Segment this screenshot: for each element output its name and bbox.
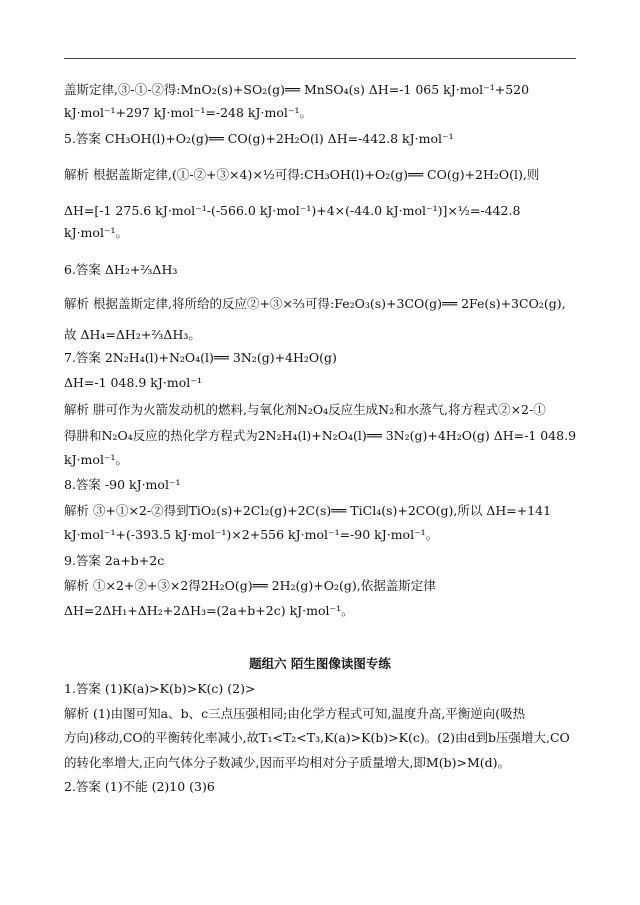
answer-7: 7.答案 2N₂H₄(l)+N₂O₄(l)══ 3N₂(g)+4H₂O(g) [64, 350, 337, 365]
text-line: kJ·mol⁻¹。 [64, 452, 129, 467]
text-line: ΔH=2ΔH₁+ΔH₂+2ΔH₃=(2a+b+2c) kJ·mol⁻¹。 [64, 603, 354, 618]
answer-5: 5.答案 CH₃OH(l)+O₂(g)══ CO(g)+2H₂O(l) ΔH=-442.8 kJ·mol⁻¹ [64, 131, 454, 146]
analysis-5: 解析 根据盖斯定律,(①-②+③×4)×½可得:CH₃OH(l)+O₂(g)══ CO(g)+2H₂O(l),则 [64, 167, 540, 182]
text-line: 得肼和N₂O₄反应的热化学方程式为2N₂H₄(l)+N₂O₄(l)══ 3N₂(g)+4H₂O(g) ΔH=-1 048.9 [64, 428, 577, 443]
text-line: ΔH=-1 048.9 kJ·mol⁻¹ [64, 375, 202, 390]
text-line: 盖斯定律,③-①-②得:MnO₂(s)+SO₂(g)══ MnSO₄(s) ΔH=-1 065 kJ·mol⁻¹+520 [64, 82, 530, 97]
text-line: kJ·mol⁻¹+297 kJ·mol⁻¹=-248 kJ·mol⁻¹。 [64, 105, 312, 120]
answer-1: 1.答案 (1)K(a)>K(b)>K(c) (2)> [64, 681, 256, 696]
analysis-7: 解析 肼可作为火箭发动机的燃料,与氧化剂N₂O₄反应生成N₂和水蒸气,将方程式②×2-① [64, 402, 546, 417]
analysis-8: 解析 ③+①×2-②得到TiO₂(s)+2Cl₂(g)+2C(s)══ TiCl₄(s)+2CO(g),所以 ΔH=+141 [64, 503, 552, 518]
analysis-6: 解析 根据盖斯定律,将所给的反应②+③×⅔可得:Fe₂O₃(s)+3CO(g)══ 2Fe(s)+3CO₂(g), [64, 296, 566, 311]
answer-8: 8.答案 -90 kJ·mol⁻¹ [64, 477, 181, 492]
answer-6: 6.答案 ΔH₂+⅔ΔH₃ [64, 262, 178, 277]
text-line: 方向)移动,CO的平衡转化率减小,故T₁<T₂<T₃,K(a)>K(b)>K(c)。(2)由d到b压强增大,CO [64, 730, 570, 745]
header-rule [64, 58, 576, 59]
text-line: ΔH=[-1 275.6 kJ·mol⁻¹-(-566.0 kJ·mol⁻¹)+4×(-44.0 kJ·mol⁻¹)]×½=-442.8 [64, 203, 521, 218]
text-line: kJ·mol⁻¹+(-393.5 kJ·mol⁻¹)×2+556 kJ·mol⁻¹=-90 kJ·mol⁻¹。 [64, 527, 439, 542]
text-line: 的转化率增大,正向气体分子数减少,因而平均相对分子质量增大,即M(b)>M(d)。 [64, 755, 511, 770]
analysis-1: 解析 (1)由图可知a、b、c三点压强相同;由化学方程式可知,温度升高,平衡逆向(吸热 [64, 706, 526, 721]
answer-2: 2.答案 (1)不能 (2)10 (3)6 [64, 779, 215, 794]
section-title: 题组六 陌生图像读图专练 [249, 656, 391, 671]
answer-9: 9.答案 2a+b+2c [64, 553, 165, 568]
text-line: kJ·mol⁻¹。 [64, 225, 129, 240]
analysis-9: 解析 ①×2+②+③×2得2H₂O(g)══ 2H₂(g)+O₂(g),依据盖斯定律 [64, 578, 436, 593]
text-line: 故 ΔH₄=ΔH₂+⅔ΔH₃。 [64, 327, 201, 342]
